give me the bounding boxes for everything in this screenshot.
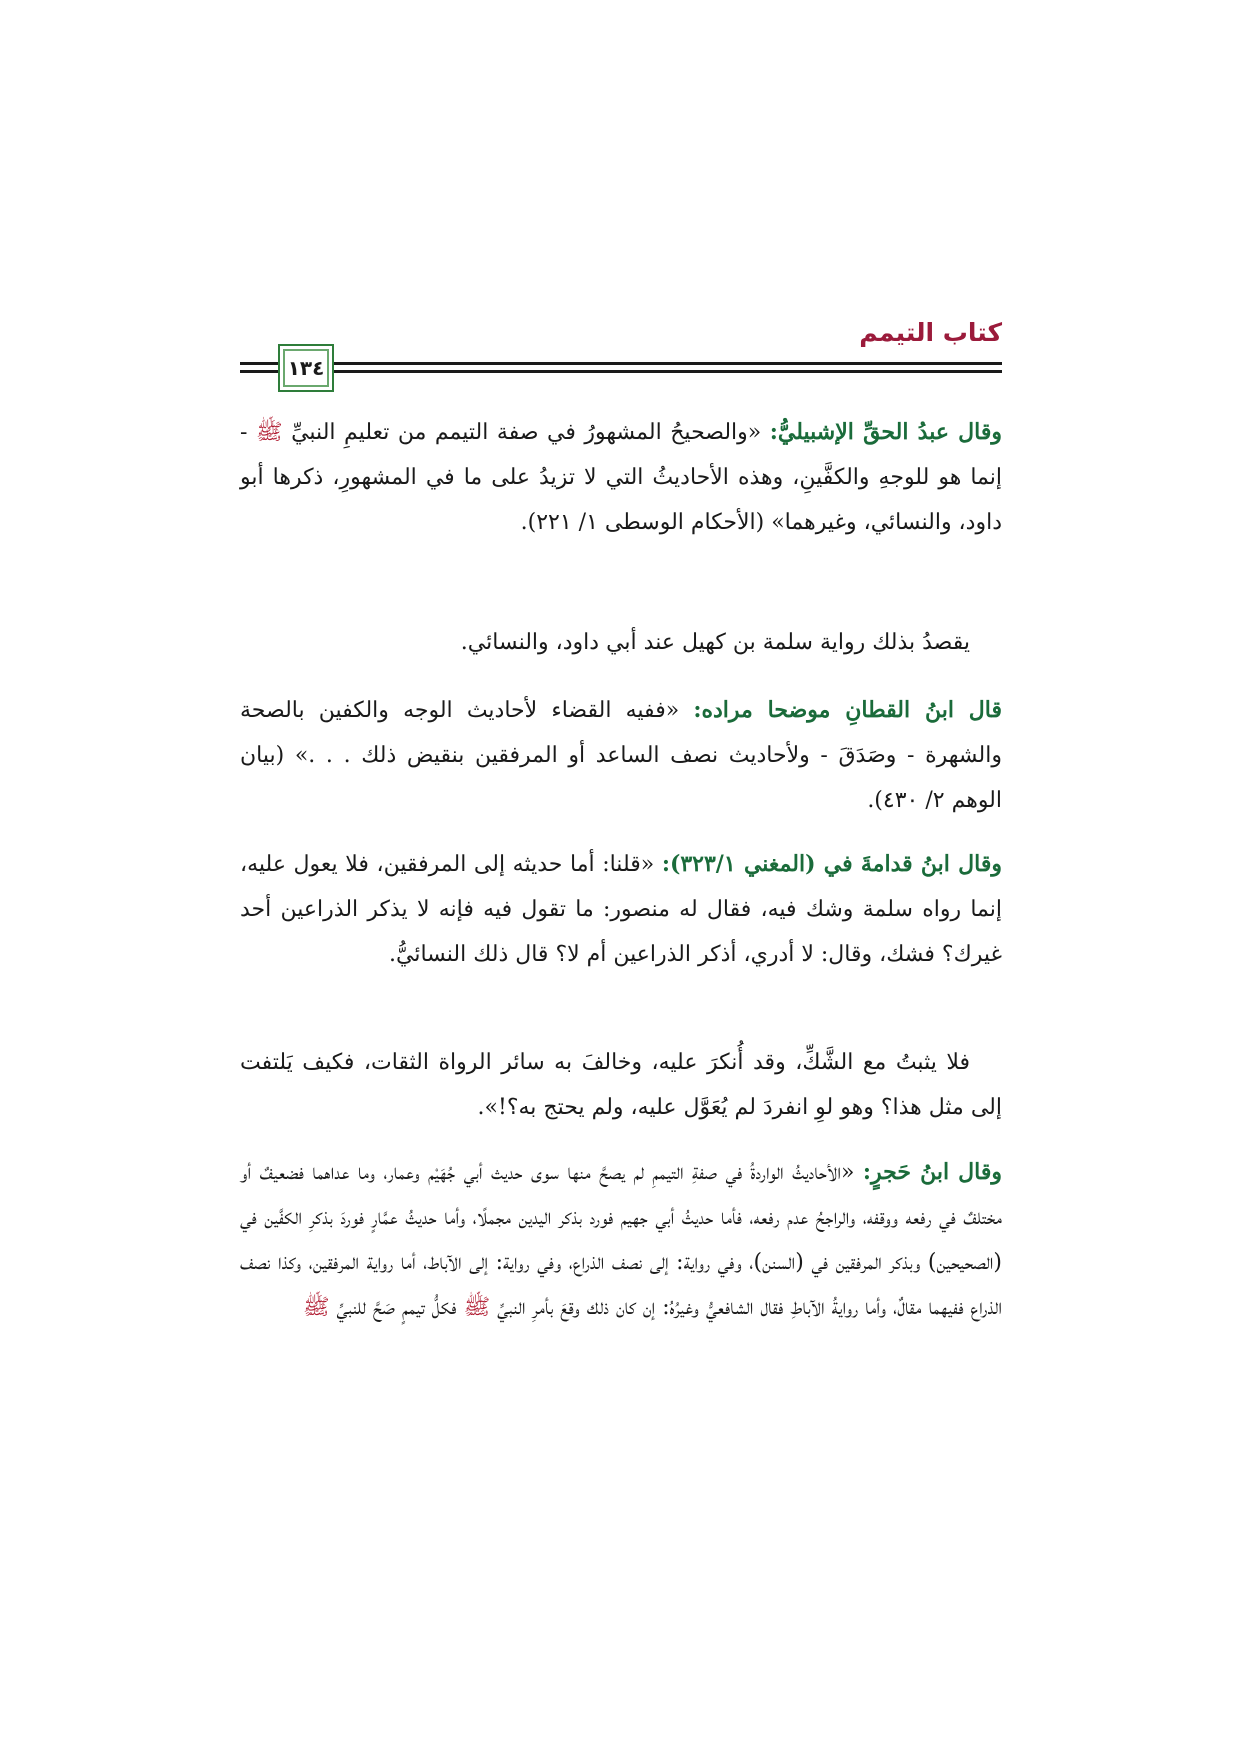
paragraph-text: - إنما هو للوجهِ والكفَّينِ، وهذه الأحاديثُ التي لا تزيدُ على ما في المشهورِ، ذكرها أبو داود، والنسائي، وغيرهما» (الأحكام الوسطى ١/ ٢٢١).: [240, 420, 1002, 535]
paragraph-intent: [240, 620, 1002, 665]
paragraph-ibn-qudama: [240, 842, 1002, 977]
salawat-glyph: ﷺ: [302, 1295, 330, 1320]
paragraph-text: فكلُّ تيممٍ صَحَّ للنبيِّ: [329, 1295, 464, 1320]
paragraph-text: يقصدُ بذلك رواية سلمة بن كهيل عند أبي داود، والنسائي.: [460, 630, 970, 655]
paragraph-text: «ففيه القضاء لأحاديث الوجه والكفين بالصحة والشهرة - وصَدَقَ - ولأحاديث نصف الساعد أو المرفقين بنقيض ذلك . . .» (بيان الوهم ٢/ ٤٣٠).: [240, 698, 1002, 813]
salawat-glyph: ﷺ: [255, 420, 283, 445]
paragraph-text: «والصحيحُ المشهورُ في صفة التيمم من تعليمِ النبيِّ: [282, 420, 770, 445]
chapter-title: كتاب التيمم: [859, 318, 1002, 347]
speaker-name: وقال ابنُ حَجرٍ:: [862, 1159, 1002, 1185]
paragraph-text: «الأحاديثُ الواردةُ في صفةِ التيممِ لم يصحَّ منها سوى حديث أبي جُهَيْم وعمار، وما عداهما فضعيفٌ أو مختلفٌ في رفعه ووقفه، والراجحُ عدم رفعه، فأما حديثُ أبي جهيم فورد بذكر اليدين مجملًا، وأما حديثُ عمَّارٍ فوردَ بذكرِ الكفَّين في (الصحيحين) وبذكر المرفقين في (السنن)، وفي رواية: إلى نصف الذراع، وفي رواية: إلى الآباط، أما رواية المرفقين، وكذا نصف الذراع ففيهما مقالٌ، وأما روايةُ الآباطِ فقال الشافعيُّ وغيرُهُ: إن كان ذلك وقعَ بأمرِ النبيِّ: [240, 1160, 1002, 1320]
paragraph-ibn-hajar: [240, 1150, 1002, 1330]
header-rule-bottom: [240, 370, 1002, 373]
paragraph-text: «قلنا: أما حديثه إلى المرفقين، فلا يعول عليه، إنما رواه سلمة وشك فيه، فقال له منصور: ما تقول فيه فإنه لا يذكر الذراعين أحد غيرك؟ فشك، وقال: لا أدري، أذكر الذراعين أم لا؟ قال ذلك النسائيُّ.: [240, 852, 1002, 967]
paragraph-abd-al-haqq: [240, 410, 1002, 545]
page-number-frame: [278, 344, 334, 392]
speaker-name: وقال عبدُ الحقِّ الإشبيليُّ:: [769, 419, 1002, 445]
paragraph-text: فلا يثبتُ مع الشَّكِّ، وقد أُنكرَ عليه، وخالفَ به سائر الرواة الثقات، فكيف يَلتفت إلى مثل هذا؟ وهو لوِ انفردَ لم يُعَوَّل عليه، ولم يحتج به؟!».: [240, 1050, 1002, 1120]
page-number: ١٣٤: [287, 356, 325, 380]
speaker-name: وقال ابنُ قدامةَ في (المغني ٣٢٣/١):: [661, 851, 1002, 877]
salawat-glyph: ﷺ: [463, 1295, 491, 1320]
paragraph-doubt: [240, 1040, 1002, 1130]
speaker-name: قال ابنُ القطانِ موضحا مراده:: [693, 697, 1002, 723]
header-rule-top: [240, 362, 1002, 365]
paragraph-ibn-al-qattan: [240, 688, 1002, 823]
page-header: [240, 318, 1002, 390]
